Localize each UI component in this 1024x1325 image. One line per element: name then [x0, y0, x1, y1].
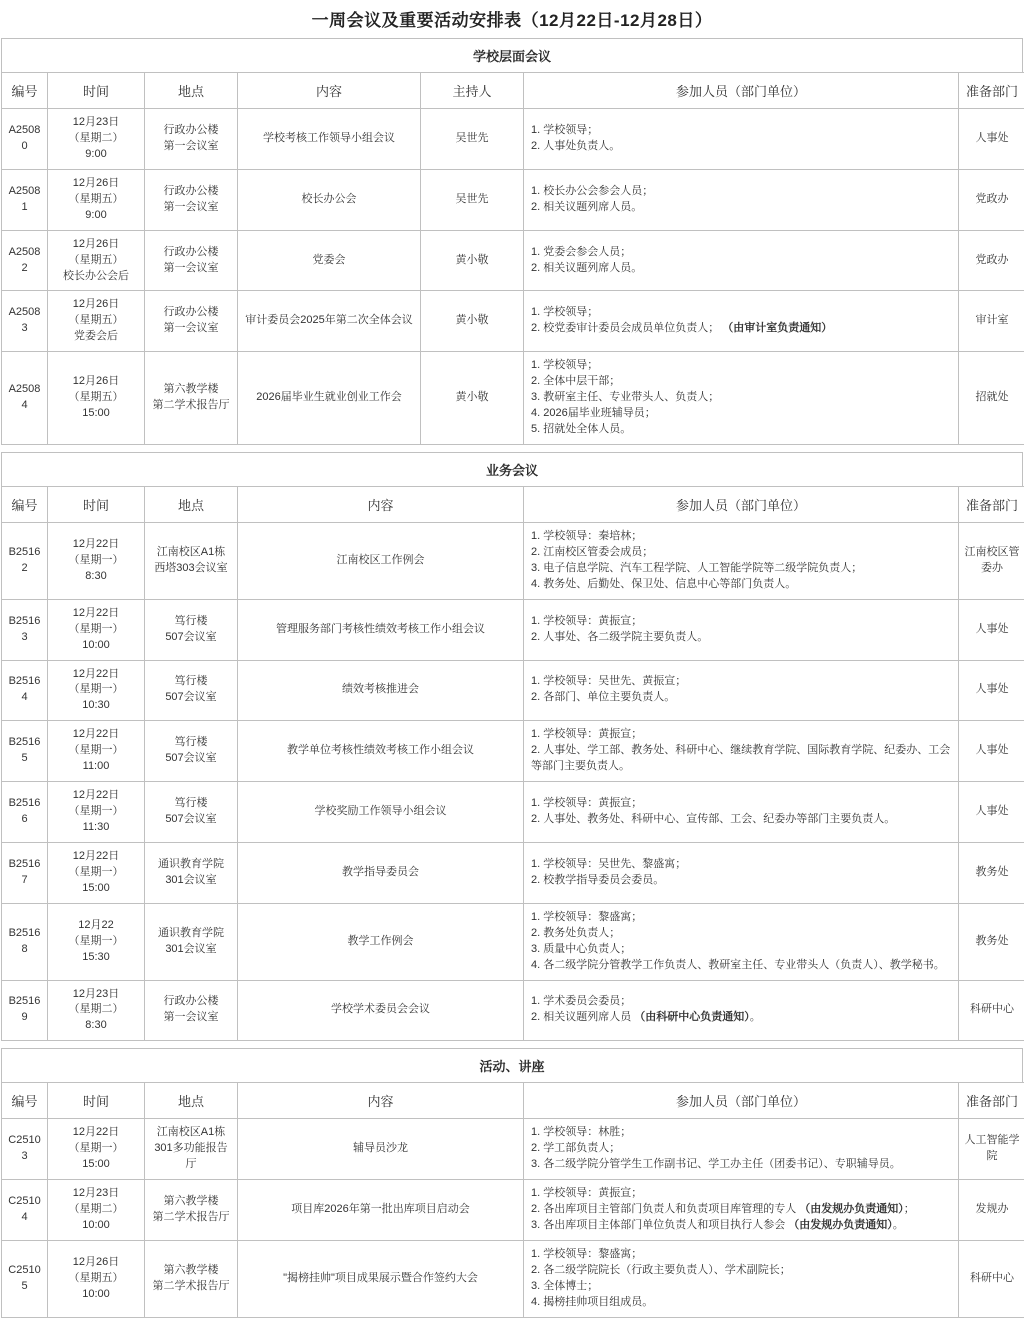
meeting-participants — [524, 291, 959, 352]
prep-department: 江南校区管委办 — [959, 522, 1024, 599]
participant-line: 1. 学校领导：黄振宣； — [531, 1186, 952, 1202]
meeting-participants — [524, 352, 959, 445]
meeting-participants — [524, 842, 959, 903]
column-header: 时间 — [48, 486, 145, 522]
participant-line: 1. 学校领导：黎盛寓； — [531, 1247, 952, 1263]
participant-line: 2. 教务处负责人； — [531, 926, 952, 942]
section-business-meetings — [1, 452, 1023, 1041]
meeting-time: 12月22日 （星期一） 11:30 — [48, 782, 145, 843]
table-row — [2, 1119, 1024, 1180]
meeting-content: 管理服务部门考核性绩效考核工作小组会议 — [238, 599, 524, 660]
meeting-time: 12月22日 （星期一） 15:00 — [48, 1119, 145, 1180]
meeting-location: 第六教学楼 第二学术报告厅 — [145, 1240, 238, 1317]
meeting-location: 通识教育学院 301会议室 — [145, 842, 238, 903]
header-row — [2, 1083, 1024, 1119]
column-header: 内容 — [238, 73, 421, 109]
participant-line: 3. 教研室主任、专业带头人、负责人； — [531, 390, 952, 406]
meeting-content: 江南校区工作例会 — [238, 522, 524, 599]
meeting-content: 项目库2026年第一批出库项目启动会 — [238, 1180, 524, 1241]
meeting-id: B25169 — [2, 980, 48, 1041]
meeting-time: 12月23日 （星期二） 10:00 — [48, 1180, 145, 1241]
participant-line: 2. 全体中层干部； — [531, 374, 952, 390]
meeting-location: 笃行楼 507会议室 — [145, 660, 238, 721]
meeting-time: 12月26日 （星期五） 党委会后 — [48, 291, 145, 352]
table-row — [2, 1240, 1024, 1317]
column-header: 准备部门 — [959, 1083, 1024, 1119]
participant-line: 1. 党委会参会人员； — [531, 245, 952, 261]
participant-line: 2. 各部门、单位主要负责人。 — [531, 690, 952, 706]
table-row — [2, 230, 1024, 291]
meeting-id: B25166 — [2, 782, 48, 843]
meeting-content: 党委会 — [238, 230, 421, 291]
participant-line: 3. 全体博士； — [531, 1279, 952, 1295]
column-header: 准备部门 — [959, 73, 1024, 109]
meeting-participants — [524, 169, 959, 230]
prep-department: 人事处 — [959, 109, 1024, 170]
meeting-content: 绩效考核推进会 — [238, 660, 524, 721]
table-row — [2, 721, 1024, 782]
meeting-participants — [524, 1240, 959, 1317]
prep-department: 人工智能学院 — [959, 1119, 1024, 1180]
meeting-id: A25081 — [2, 169, 48, 230]
participant-line: 2. 人事处、各二级学院主要负责人。 — [531, 630, 952, 646]
meeting-content: 学校奖励工作领导小组会议 — [238, 782, 524, 843]
column-header: 编号 — [2, 1083, 48, 1119]
meeting-id: C25103 — [2, 1119, 48, 1180]
prep-department: 发规办 — [959, 1180, 1024, 1241]
meeting-id: C25104 — [2, 1180, 48, 1241]
meeting-content: 2026届毕业生就业创业工作会 — [238, 352, 421, 445]
prep-department: 人事处 — [959, 660, 1024, 721]
meeting-location: 江南校区A1栋 西塔303会议室 — [145, 522, 238, 599]
table-row — [2, 599, 1024, 660]
meeting-id: B25167 — [2, 842, 48, 903]
meeting-location: 行政办公楼 第一会议室 — [145, 980, 238, 1041]
table-row — [2, 109, 1024, 170]
meeting-time: 12月26日 （星期五） 15:00 — [48, 352, 145, 445]
participant-line: 1. 学校领导：黎盛寓； — [531, 910, 952, 926]
meeting-content: 学校考核工作领导小组会议 — [238, 109, 421, 170]
meeting-participants — [524, 903, 959, 980]
meeting-host: 吴世先 — [421, 109, 524, 170]
table-row — [2, 782, 1024, 843]
column-header: 内容 — [238, 1083, 524, 1119]
meeting-location: 行政办公楼 第一会议室 — [145, 169, 238, 230]
participant-line: 1. 学校领导：黄振宣； — [531, 614, 952, 630]
meeting-id: B25162 — [2, 522, 48, 599]
meeting-content: 教学工作例会 — [238, 903, 524, 980]
table-row — [2, 842, 1024, 903]
participant-line: 3. 质量中心负责人； — [531, 942, 952, 958]
section-title: 业务会议 — [1, 452, 1023, 486]
meeting-content: 教学单位考核性绩效考核工作小组会议 — [238, 721, 524, 782]
table-row — [2, 169, 1024, 230]
column-header: 主持人 — [421, 73, 524, 109]
page-title: 一周会议及重要活动安排表（12月22日-12月28日） — [1, 0, 1023, 38]
participant-line: 2. 各出库项目主管部门负责人和负责项目库管理的专人 （由发规办负责通知）； — [531, 1202, 952, 1218]
schedule-page — [1, 0, 1023, 1318]
meeting-host: 黄小敬 — [421, 352, 524, 445]
column-header: 地点 — [145, 486, 238, 522]
meeting-id: B25163 — [2, 599, 48, 660]
prep-department: 教务处 — [959, 842, 1024, 903]
meeting-time: 12月22日 （星期一） 10:00 — [48, 599, 145, 660]
prep-department: 党政办 — [959, 230, 1024, 291]
participant-line: 2. 各二级学院院长（行政主要负责人）、学术副院长； — [531, 1263, 952, 1279]
meeting-time: 12月26日 （星期五） 9:00 — [48, 169, 145, 230]
participant-line: 2. 校教学指导委员会委员。 — [531, 873, 952, 889]
meeting-location: 笃行楼 507会议室 — [145, 721, 238, 782]
meeting-participants — [524, 782, 959, 843]
section-title: 学校层面会议 — [1, 38, 1023, 72]
meeting-participants — [524, 522, 959, 599]
meeting-host: 黄小敬 — [421, 230, 524, 291]
column-header: 时间 — [48, 1083, 145, 1119]
section-activities-lectures — [1, 1048, 1023, 1317]
meeting-participants — [524, 721, 959, 782]
meeting-location: 行政办公楼 第一会议室 — [145, 109, 238, 170]
column-header: 地点 — [145, 1083, 238, 1119]
prep-department: 人事处 — [959, 721, 1024, 782]
participant-line: 1. 学校领导：秦培林； — [531, 529, 952, 545]
meeting-host: 吴世先 — [421, 169, 524, 230]
meeting-participants — [524, 1119, 959, 1180]
meeting-content: "揭榜挂帅"项目成果展示暨合作签约大会 — [238, 1240, 524, 1317]
column-header: 编号 — [2, 486, 48, 522]
meeting-time: 12月23日 （星期二） 8:30 — [48, 980, 145, 1041]
meeting-id: A25084 — [2, 352, 48, 445]
column-header: 参加人员（部门单位） — [524, 486, 959, 522]
meeting-time: 12月26日 （星期五） 校长办公会后 — [48, 230, 145, 291]
column-header: 编号 — [2, 73, 48, 109]
participant-line: 2. 学工部负责人； — [531, 1141, 952, 1157]
column-header: 时间 — [48, 73, 145, 109]
participant-line: 2. 人事处负责人。 — [531, 139, 952, 155]
sections-container — [1, 38, 1023, 1318]
meeting-content: 辅导员沙龙 — [238, 1119, 524, 1180]
meeting-content: 审计委员会2025年第二次全体会议 — [238, 291, 421, 352]
table-row — [2, 903, 1024, 980]
participant-line: 1. 学校领导：林胜； — [531, 1125, 952, 1141]
meeting-id: A25082 — [2, 230, 48, 291]
prep-department: 党政办 — [959, 169, 1024, 230]
table-row — [2, 291, 1024, 352]
meeting-location: 第六教学楼 第二学术报告厅 — [145, 352, 238, 445]
meeting-content: 校长办公会 — [238, 169, 421, 230]
meeting-participants — [524, 1180, 959, 1241]
prep-department: 审计室 — [959, 291, 1024, 352]
meeting-id: C25105 — [2, 1240, 48, 1317]
column-header: 地点 — [145, 73, 238, 109]
meeting-location: 行政办公楼 第一会议室 — [145, 230, 238, 291]
meeting-id: B25164 — [2, 660, 48, 721]
table-row — [2, 352, 1024, 445]
participant-line: 4. 2026届毕业班辅导员； — [531, 406, 952, 422]
meeting-id: B25165 — [2, 721, 48, 782]
participant-line: 4. 揭榜挂帅项目组成员。 — [531, 1295, 952, 1311]
participant-line: 2. 江南校区管委会成员； — [531, 545, 952, 561]
header-row — [2, 486, 1024, 522]
meeting-id: A25083 — [2, 291, 48, 352]
meeting-time: 12月23日 （星期二） 9:00 — [48, 109, 145, 170]
prep-department: 科研中心 — [959, 980, 1024, 1041]
meeting-participants — [524, 980, 959, 1041]
participant-line: 5. 招就处全体人员。 — [531, 422, 952, 438]
participant-line: 1. 学校领导：黄振宣； — [531, 796, 952, 812]
column-header: 参加人员（部门单位） — [524, 73, 959, 109]
participant-line: 3. 电子信息学院、汽车工程学院、人工智能学院等二级学院负责人； — [531, 561, 952, 577]
participant-line: 2. 人事处、教务处、科研中心、宣传部、工会、纪委办等部门主要负责人。 — [531, 812, 952, 828]
meeting-id: B25168 — [2, 903, 48, 980]
participant-line: 1. 学校领导：吴世先、黄振宣； — [531, 674, 952, 690]
column-header: 准备部门 — [959, 486, 1024, 522]
meeting-content: 教学指导委员会 — [238, 842, 524, 903]
meeting-location: 第六教学楼 第二学术报告厅 — [145, 1180, 238, 1241]
meeting-participants — [524, 109, 959, 170]
meeting-participants — [524, 599, 959, 660]
meeting-location: 笃行楼 507会议室 — [145, 599, 238, 660]
participant-line: 3. 各二级学院分管学生工作副书记、学工办主任（团委书记）、专职辅导员。 — [531, 1157, 952, 1173]
meeting-time: 12月22日 （星期一） 11:00 — [48, 721, 145, 782]
meeting-location: 江南校区A1栋 301多功能报告厅 — [145, 1119, 238, 1180]
meeting-location: 通识教育学院 301会议室 — [145, 903, 238, 980]
prep-department: 人事处 — [959, 599, 1024, 660]
participant-line: 1. 学校领导； — [531, 305, 952, 321]
meeting-content: 学校学术委员会会议 — [238, 980, 524, 1041]
meeting-participants — [524, 660, 959, 721]
meeting-location: 笃行楼 507会议室 — [145, 782, 238, 843]
meeting-time: 12月22 （星期一） 15:30 — [48, 903, 145, 980]
participant-line: 2. 相关议题列席人员。 — [531, 261, 952, 277]
prep-department: 科研中心 — [959, 1240, 1024, 1317]
table-row — [2, 980, 1024, 1041]
header-row — [2, 73, 1024, 109]
prep-department: 招就处 — [959, 352, 1024, 445]
meeting-time: 12月22日 （星期一） 10:30 — [48, 660, 145, 721]
participant-line: 1. 学校领导：黄振宣； — [531, 727, 952, 743]
participant-line: 2. 校党委审计委员会成员单位负责人； （由审计室负责通知） — [531, 321, 952, 337]
section-school-level-meetings — [1, 38, 1023, 445]
participant-line: 2. 人事处、学工部、教务处、科研中心、继续教育学院、国际教育学院、纪委办、工会等部门主要负责人。 — [531, 743, 952, 775]
meeting-location: 行政办公楼 第一会议室 — [145, 291, 238, 352]
section-title: 活动、讲座 — [1, 1048, 1023, 1082]
table-row — [2, 1180, 1024, 1241]
meeting-time: 12月22日 （星期一） 8:30 — [48, 522, 145, 599]
participant-line: 3. 各出库项目主体部门单位负责人和项目执行人参会 （由发规办负责通知）。 — [531, 1218, 952, 1234]
participant-line: 2. 相关议题列席人员 （由科研中心负责通知）。 — [531, 1010, 952, 1026]
meeting-id: A25080 — [2, 109, 48, 170]
prep-department: 教务处 — [959, 903, 1024, 980]
meeting-time: 12月22日 （星期一） 15:00 — [48, 842, 145, 903]
prep-department: 人事处 — [959, 782, 1024, 843]
meeting-table — [1, 1082, 1024, 1317]
table-row — [2, 660, 1024, 721]
meeting-participants — [524, 230, 959, 291]
participant-line: 1. 学术委员会委员； — [531, 994, 952, 1010]
participant-line: 4. 各二级学院分管教学工作负责人、教研室主任、专业带头人（负责人）、教学秘书。 — [531, 958, 952, 974]
column-header: 内容 — [238, 486, 524, 522]
meeting-time: 12月26日 （星期五） 10:00 — [48, 1240, 145, 1317]
participant-line: 1. 学校领导； — [531, 358, 952, 374]
participant-line: 2. 相关议题列席人员。 — [531, 200, 952, 216]
meeting-table — [1, 72, 1024, 445]
table-row — [2, 522, 1024, 599]
meeting-table — [1, 486, 1024, 1041]
participant-line: 1. 校长办公会参会人员； — [531, 184, 952, 200]
meeting-host: 黄小敬 — [421, 291, 524, 352]
participant-line: 1. 学校领导：吴世先、黎盛寓； — [531, 857, 952, 873]
participant-line: 1. 学校领导； — [531, 123, 952, 139]
column-header: 参加人员（部门单位） — [524, 1083, 959, 1119]
participant-line: 4. 教务处、后勤处、保卫处、信息中心等部门负责人。 — [531, 577, 952, 593]
